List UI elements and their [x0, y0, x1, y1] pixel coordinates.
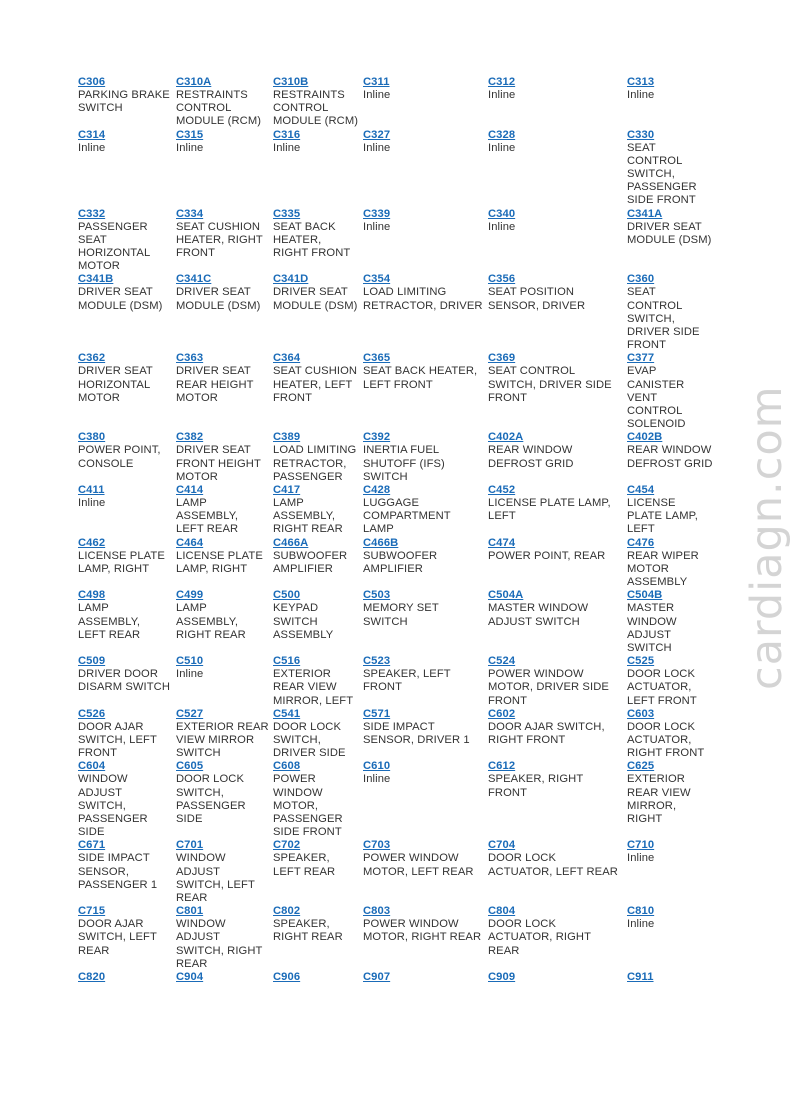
connector-code-link[interactable]: C715: [78, 905, 106, 918]
connector-description: LOAD LIMITING RETRACTOR, DRIVER: [363, 286, 483, 312]
connector-description: Inline: [627, 852, 655, 865]
connector-description: MASTER WINDOW ADJUST SWITCH: [488, 602, 589, 628]
connector-code-link[interactable]: C306: [78, 76, 106, 88]
connector-description: DRIVER SEAT HORIZONTAL MOTOR: [78, 365, 153, 404]
connector-code-link[interactable]: C510: [176, 655, 204, 668]
connector-description: DOOR AJAR SWITCH, LEFT REAR: [78, 918, 157, 957]
connector-description: LAMP ASSEMBLY, LEFT REAR: [78, 602, 141, 641]
connector-description: WINDOW ADJUST SWITCH, RIGHT REAR: [176, 918, 263, 970]
connector-code-link[interactable]: C330: [627, 128, 655, 141]
connector-description: REAR WIPER MOTOR ASSEMBLY: [627, 549, 699, 589]
connector-description: SEAT CONTROL SWITCH, DRIVER SIDE FRONT: [488, 365, 612, 404]
connector-cell: [271, 129, 361, 208]
connector-code-link[interactable]: C315: [176, 128, 204, 141]
connector-code-link[interactable]: C526: [78, 707, 106, 720]
connector-cell: [271, 484, 361, 537]
connector-cell: [174, 431, 271, 484]
connector-cell: [486, 905, 625, 971]
connector-code-link[interactable]: C341C: [176, 273, 212, 286]
connector-cell: [486, 537, 625, 590]
connector-code-link[interactable]: C316: [273, 128, 301, 141]
connector-cell: [271, 589, 361, 655]
connector-cell: [361, 708, 486, 761]
connector-cell: [271, 760, 361, 839]
connector-cell: [271, 655, 361, 708]
connector-code-link[interactable]: C389: [273, 431, 301, 444]
connector-description: DOOR LOCK SWITCH, DRIVER SIDE: [273, 720, 346, 760]
connector-code-link[interactable]: C362: [78, 352, 106, 365]
connector-cell: [361, 208, 486, 274]
connector-code-link[interactable]: C498: [78, 589, 106, 602]
connector-cell: [76, 431, 174, 484]
connector-cell: [174, 273, 271, 352]
connector-description: DOOR LOCK ACTUATOR, LEFT FRONT: [627, 668, 697, 707]
connector-code-link[interactable]: C904: [176, 970, 204, 983]
connector-description: Inline: [78, 141, 106, 154]
connector-description: DOOR LOCK SWITCH, PASSENGER SIDE: [176, 773, 246, 825]
connector-code-link[interactable]: C909: [488, 970, 516, 983]
connector-description: DOOR LOCK ACTUATOR, RIGHT REAR: [488, 918, 592, 957]
connector-description: MASTER WINDOW ADJUST SWITCH: [627, 602, 677, 654]
connector-description: Inline: [273, 141, 301, 154]
connector-cell: [174, 352, 271, 431]
connector-table-body: [76, 76, 729, 984]
table-row: [76, 589, 729, 655]
connector-cell: [361, 760, 486, 839]
connector-description: DOOR AJAR SWITCH, LEFT FRONT: [78, 720, 157, 760]
connector-code-link[interactable]: C503: [363, 589, 391, 602]
connector-description: POWER POINT, REAR: [488, 549, 606, 562]
connector-description: PARKING BRAKE SWITCH: [78, 89, 170, 115]
table-row: [76, 273, 729, 352]
connector-cell: [361, 76, 486, 129]
connector-cell: [486, 208, 625, 274]
connector-description: SPEAKER, LEFT FRONT: [363, 668, 451, 694]
connector-cell: [76, 273, 174, 352]
connector-code-link[interactable]: C701: [176, 839, 204, 852]
connector-cell: [361, 589, 486, 655]
table-row: [76, 431, 729, 484]
connector-code-link[interactable]: C500: [273, 589, 301, 602]
connector-code-link[interactable]: C704: [488, 839, 516, 852]
connector-cell: [174, 839, 271, 905]
connector-code-link[interactable]: C313: [627, 76, 655, 88]
connector-cell: [625, 484, 729, 537]
connector-code-link[interactable]: C810: [627, 905, 655, 918]
connector-cell: [174, 76, 271, 129]
connector-code-link[interactable]: C310A: [176, 76, 212, 88]
connector-cell: [625, 129, 729, 208]
connector-cell: [271, 971, 361, 984]
connector-cell: [486, 484, 625, 537]
connector-description: LICENSE PLATE LAMP, RIGHT: [78, 549, 165, 575]
connector-cell: [76, 760, 174, 839]
connector-code-link[interactable]: C363: [176, 352, 204, 365]
connector-cell: [76, 971, 174, 984]
connector-cell: [486, 76, 625, 129]
connector-description: Inline: [363, 773, 391, 786]
connector-code-link[interactable]: C671: [78, 839, 106, 852]
table-row: [76, 839, 729, 905]
table-row: [76, 971, 729, 984]
connector-description: Inline: [488, 141, 516, 154]
connector-cell: [361, 839, 486, 905]
connector-code-link[interactable]: C608: [273, 760, 301, 773]
connector-code-link[interactable]: C360: [627, 273, 655, 286]
connector-cell: [271, 273, 361, 352]
connector-code-link[interactable]: C610: [363, 760, 391, 773]
connector-code-link[interactable]: C516: [273, 655, 301, 668]
connector-cell: [361, 971, 486, 984]
connector-code-link[interactable]: C380: [78, 431, 106, 444]
connector-cell: [76, 352, 174, 431]
connector-cell: [361, 484, 486, 537]
connector-cell: [76, 76, 174, 129]
connector-cell: [361, 655, 486, 708]
connector-code-link[interactable]: C377: [627, 352, 655, 365]
connector-description: Inline: [363, 89, 391, 101]
connector-cell: [486, 760, 625, 839]
connector-cell: [625, 273, 729, 352]
connector-cell: [174, 971, 271, 984]
table-row: [76, 129, 729, 208]
connector-cell: [76, 129, 174, 208]
connector-cell: [361, 352, 486, 431]
connector-code-link[interactable]: C402B: [627, 431, 663, 444]
connector-code-link[interactable]: C340: [488, 207, 516, 220]
connector-description: DOOR AJAR SWITCH, RIGHT FRONT: [488, 720, 605, 746]
connector-description: LUGGAGE COMPARTMENT LAMP: [363, 497, 451, 536]
connector-description: Inline: [488, 220, 516, 233]
connector-code-link[interactable]: C625: [627, 760, 655, 773]
connector-description: POWER WINDOW MOTOR, LEFT REAR: [363, 852, 474, 878]
connector-cell: [271, 76, 361, 129]
connector-description: SPEAKER, LEFT REAR: [273, 852, 336, 878]
watermark: cardiagn.com: [742, 385, 792, 690]
connector-cell: [76, 708, 174, 761]
connector-code-link[interactable]: C417: [273, 484, 301, 497]
connector-code-link[interactable]: C312: [488, 76, 516, 88]
connector-code-link[interactable]: C356: [488, 273, 516, 286]
table-row: [76, 484, 729, 537]
table-row: [76, 760, 729, 839]
connector-code-link[interactable]: C605: [176, 760, 204, 773]
connector-code-link[interactable]: C334: [176, 207, 204, 220]
connector-description: SEAT BACK HEATER, LEFT FRONT: [363, 365, 478, 391]
connector-cell: [271, 905, 361, 971]
table-row: [76, 708, 729, 761]
connector-description: Inline: [363, 220, 391, 233]
connector-description: Inline: [363, 141, 391, 154]
connector-code-link[interactable]: C541: [273, 707, 301, 720]
connector-code-link[interactable]: C525: [627, 655, 655, 668]
connector-description: SEAT CONTROL SWITCH, PASSENGER SIDE FRONT: [627, 141, 697, 207]
connector-code-link[interactable]: C802: [273, 905, 301, 918]
connector-description: SEAT CUSHION HEATER, RIGHT FRONT: [176, 220, 263, 260]
connector-cell: [271, 708, 361, 761]
connector-code-link[interactable]: C332: [78, 207, 106, 220]
connector-description: POWER POINT, CONSOLE: [78, 444, 161, 470]
connector-cell: [625, 431, 729, 484]
connector-code-link[interactable]: C801: [176, 905, 204, 918]
connector-description: MEMORY SET SWITCH: [363, 602, 439, 628]
connector-description: EXTERIOR REAR VIEW MIRROR SWITCH: [176, 720, 269, 760]
connector-cell: [174, 760, 271, 839]
connector-code-link[interactable]: C524: [488, 655, 516, 668]
connector-code-link[interactable]: C414: [176, 484, 204, 497]
connector-cell: [76, 208, 174, 274]
connector-cell: [174, 905, 271, 971]
connector-code-link[interactable]: C504A: [488, 589, 524, 602]
connector-code-link[interactable]: C710: [627, 839, 655, 852]
connector-code-link[interactable]: C392: [363, 431, 391, 444]
table-row: [76, 76, 729, 129]
connector-code-link[interactable]: C466A: [273, 536, 309, 549]
connector-code-link[interactable]: C612: [488, 760, 516, 773]
connector-code-link[interactable]: C604: [78, 760, 106, 773]
connector-code-link[interactable]: C311: [363, 76, 390, 88]
connector-code-link[interactable]: C341B: [78, 273, 114, 286]
connector-cell: [271, 352, 361, 431]
connector-code-link[interactable]: C571: [363, 707, 391, 720]
connector-cell: [625, 537, 729, 590]
connector-cell: [361, 431, 486, 484]
connector-cell: [76, 655, 174, 708]
connector-code-link[interactable]: C466B: [363, 536, 399, 549]
connector-cell: [486, 708, 625, 761]
connector-code-link[interactable]: C365: [363, 352, 391, 365]
connector-code-link[interactable]: C402A: [488, 431, 524, 444]
connector-cell: [174, 484, 271, 537]
connector-description: SEAT CONTROL SWITCH, DRIVER SIDE FRONT: [627, 286, 700, 352]
connector-code-link[interactable]: C335: [273, 207, 301, 220]
connector-description: DRIVER SEAT REAR HEIGHT MOTOR: [176, 365, 254, 404]
connector-cell: [174, 129, 271, 208]
connector-description: Inline: [78, 497, 106, 510]
connector-cell: [486, 839, 625, 905]
connector-code-link[interactable]: C911: [627, 970, 654, 983]
connector-code-link[interactable]: C702: [273, 839, 301, 852]
connector-description: INERTIA FUEL SHUTOFF (IFS) SWITCH: [363, 444, 445, 483]
connector-code-link[interactable]: C364: [273, 352, 301, 365]
connector-description: Inline: [488, 89, 516, 101]
connector-code-link[interactable]: C509: [78, 655, 106, 668]
connector-description: EXTERIOR REAR VIEW MIRROR, LEFT: [273, 668, 354, 707]
connector-cell: [174, 537, 271, 590]
connector-cell: [76, 839, 174, 905]
connector-cell: [361, 905, 486, 971]
connector-code-link[interactable]: C341A: [627, 207, 663, 220]
connector-cell: [625, 971, 729, 984]
connector-code-link[interactable]: C382: [176, 431, 204, 444]
connector-index-table: [76, 76, 729, 984]
connector-cell: [174, 655, 271, 708]
connector-description: POWER WINDOW MOTOR, DRIVER SIDE FRONT: [488, 668, 609, 707]
connector-description: LICENSE PLATE LAMP, LEFT: [627, 497, 698, 536]
connector-description: SEAT BACK HEATER, RIGHT FRONT: [273, 220, 351, 260]
connector-cell: [486, 971, 625, 984]
connector-code-link[interactable]: C804: [488, 905, 516, 918]
connector-description: RESTRAINTS CONTROL MODULE (RCM): [176, 89, 262, 128]
connector-description: KEYPAD SWITCH ASSEMBLY: [273, 602, 334, 641]
table-row: [76, 537, 729, 590]
connector-cell: [625, 905, 729, 971]
connector-cell: [174, 208, 271, 274]
connector-code-link[interactable]: C411: [78, 484, 105, 497]
table-row: [76, 208, 729, 274]
connector-cell: [271, 208, 361, 274]
connector-cell: [625, 589, 729, 655]
connector-cell: [625, 76, 729, 129]
table-row: [76, 655, 729, 708]
connector-description: SPEAKER, RIGHT FRONT: [488, 773, 584, 799]
connector-code-link[interactable]: C328: [488, 128, 516, 141]
connector-description: POWER WINDOW MOTOR, RIGHT REAR: [363, 918, 482, 944]
connector-description: SIDE IMPACT SENSOR, DRIVER 1: [363, 720, 470, 746]
connector-cell: [625, 352, 729, 431]
connector-code-link[interactable]: C428: [363, 484, 391, 497]
connector-cell: [174, 589, 271, 655]
connector-cell: [486, 273, 625, 352]
connector-code-link[interactable]: C464: [176, 536, 204, 549]
connector-description: Inline: [627, 89, 655, 101]
connector-description: SIDE IMPACT SENSOR, PASSENGER 1: [78, 852, 158, 891]
connector-code-link[interactable]: C907: [363, 970, 391, 983]
connector-description: LICENSE PLATE LAMP, RIGHT: [176, 549, 263, 575]
connector-cell: [486, 589, 625, 655]
connector-description: SEAT CUSHION HEATER, LEFT FRONT: [273, 365, 358, 404]
connector-cell: [76, 589, 174, 655]
connector-code-link[interactable]: C703: [363, 839, 391, 852]
connector-description: LAMP ASSEMBLY, RIGHT REAR: [273, 497, 343, 536]
connector-code-link[interactable]: C523: [363, 655, 391, 668]
connector-description: LOAD LIMITING RETRACTOR, PASSENGER: [273, 444, 357, 483]
connector-description: DRIVER SEAT FRONT HEIGHT MOTOR: [176, 444, 261, 483]
connector-cell: [486, 655, 625, 708]
connector-cell: [76, 484, 174, 537]
connector-code-link[interactable]: C504B: [627, 589, 663, 602]
connector-description: REAR WINDOW DEFROST GRID: [627, 444, 713, 470]
connector-cell: [486, 129, 625, 208]
connector-description: DRIVER SEAT MODULE (DSM): [176, 286, 261, 312]
connector-description: DOOR LOCK ACTUATOR, LEFT REAR: [488, 852, 618, 878]
connector-cell: [76, 537, 174, 590]
table-row: [76, 905, 729, 971]
connector-cell: [625, 839, 729, 905]
connector-cell: [486, 431, 625, 484]
connector-cell: [361, 537, 486, 590]
connector-cell: [625, 708, 729, 761]
connector-description: SUBWOOFER AMPLIFIER: [273, 549, 348, 575]
connector-description: DRIVER SEAT MODULE (DSM): [273, 286, 358, 312]
connector-description: DRIVER SEAT MODULE (DSM): [78, 286, 163, 312]
connector-description: DRIVER DOOR DISARM SWITCH: [78, 668, 171, 694]
connector-description: LICENSE PLATE LAMP, LEFT: [488, 497, 611, 523]
connector-code-link[interactable]: C476: [627, 536, 655, 549]
connector-code-link[interactable]: C820: [78, 970, 106, 983]
connector-code-link[interactable]: C314: [78, 128, 106, 141]
connector-code-link[interactable]: C354: [363, 273, 391, 286]
connector-cell: [625, 760, 729, 839]
connector-code-link[interactable]: C803: [363, 905, 391, 918]
connector-description: POWER WINDOW MOTOR, PASSENGER SIDE FRONT: [273, 773, 343, 839]
connector-code-link[interactable]: C454: [627, 484, 655, 497]
connector-code-link[interactable]: C462: [78, 536, 106, 549]
connector-description: PASSENGER SEAT HORIZONTAL MOTOR: [78, 220, 151, 273]
connector-cell: [271, 431, 361, 484]
connector-description: SPEAKER, RIGHT REAR: [273, 918, 343, 944]
connector-code-link[interactable]: C341D: [273, 273, 309, 286]
connector-code-link[interactable]: C452: [488, 484, 516, 497]
connector-code-link[interactable]: C474: [488, 536, 516, 549]
connector-description: REAR WINDOW DEFROST GRID: [488, 444, 574, 470]
connector-cell: [361, 273, 486, 352]
connector-cell: [271, 839, 361, 905]
connector-code-link[interactable]: C310B: [273, 76, 309, 88]
connector-description: RESTRAINTS CONTROL MODULE (RCM): [273, 89, 359, 128]
table-row: [76, 352, 729, 431]
connector-cell: [76, 905, 174, 971]
connector-description: EVAP CANISTER VENT CONTROL SOLENOID: [627, 365, 686, 431]
connector-code-link[interactable]: C602: [488, 707, 516, 720]
connector-code-link[interactable]: C499: [176, 589, 204, 602]
connector-code-link[interactable]: C339: [363, 207, 391, 220]
connector-description: EXTERIOR REAR VIEW MIRROR, RIGHT: [627, 773, 691, 825]
connector-code-link[interactable]: C603: [627, 707, 655, 720]
connector-code-link[interactable]: C527: [176, 707, 204, 720]
connector-description: WINDOW ADJUST SWITCH, PASSENGER SIDE: [78, 773, 148, 839]
connector-description: DRIVER SEAT MODULE (DSM): [627, 220, 712, 246]
connector-description: DOOR LOCK ACTUATOR, RIGHT FRONT: [627, 720, 705, 760]
connector-description: WINDOW ADJUST SWITCH, LEFT REAR: [176, 852, 255, 904]
connector-description: SUBWOOFER AMPLIFIER: [363, 549, 438, 575]
connector-cell: [486, 352, 625, 431]
connector-code-link[interactable]: C327: [363, 128, 391, 141]
connector-cell: [625, 655, 729, 708]
connector-cell: [361, 129, 486, 208]
connector-description: Inline: [176, 668, 204, 681]
connector-description: Inline: [176, 141, 204, 154]
connector-code-link[interactable]: C906: [273, 970, 301, 983]
connector-code-link[interactable]: C369: [488, 352, 516, 365]
connector-cell: [174, 708, 271, 761]
connector-description: LAMP ASSEMBLY, RIGHT REAR: [176, 602, 246, 641]
connector-description: SEAT POSITION SENSOR, DRIVER: [488, 286, 586, 312]
connector-description: Inline: [627, 918, 655, 931]
connector-cell: [625, 208, 729, 274]
connector-cell: [271, 537, 361, 590]
connector-description: LAMP ASSEMBLY, LEFT REAR: [176, 497, 239, 536]
